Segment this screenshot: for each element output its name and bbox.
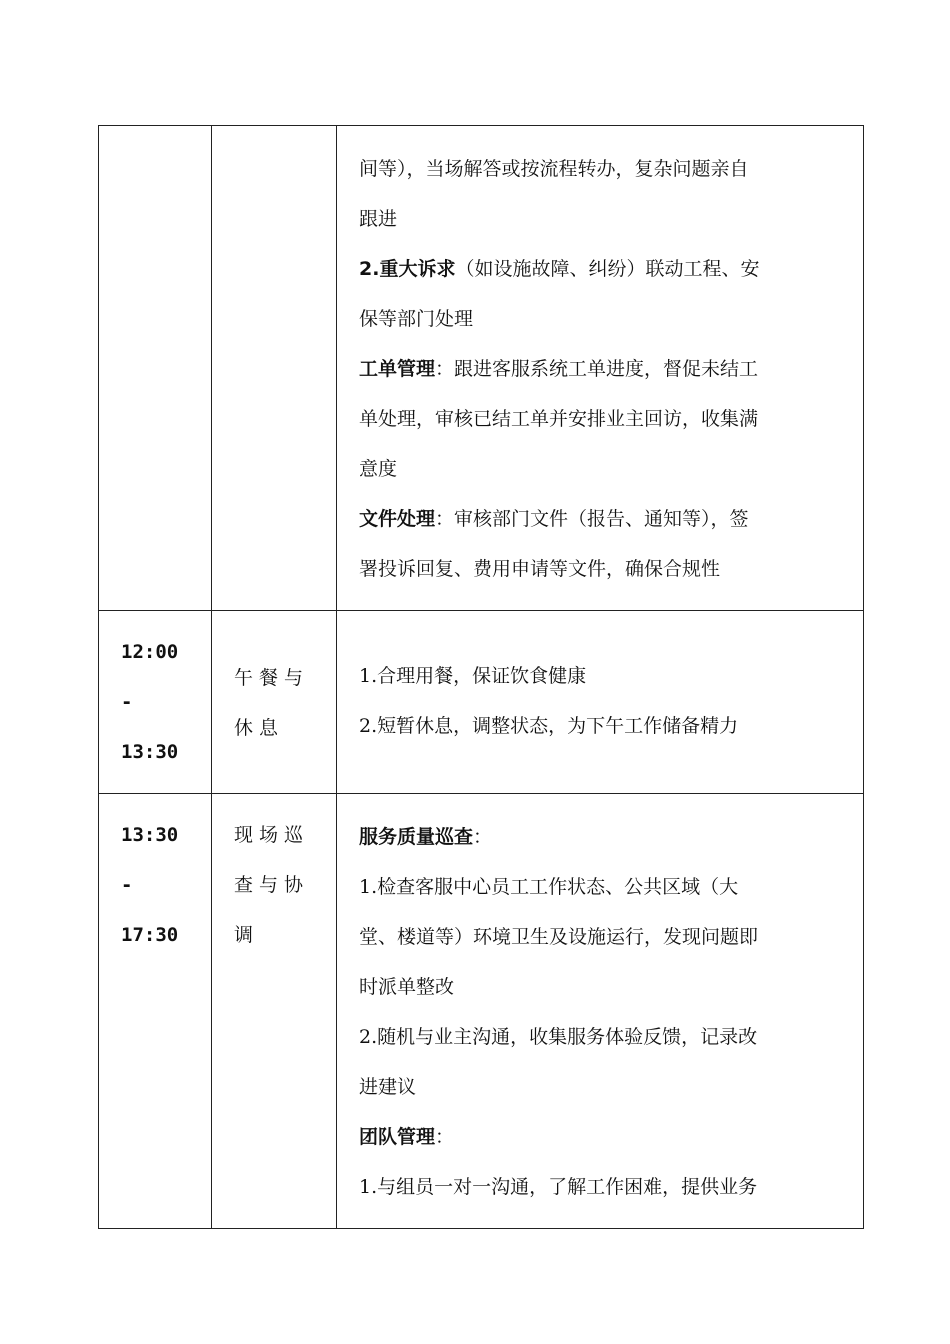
time-text: - — [121, 691, 133, 713]
description-line — [359, 651, 845, 701]
time-cell — [99, 611, 212, 794]
description-line — [359, 1112, 845, 1162]
description-line — [359, 912, 845, 962]
description-line — [359, 544, 845, 594]
description-cell — [337, 126, 864, 611]
description-line — [359, 444, 845, 494]
description-line — [359, 701, 845, 751]
time-cell — [99, 126, 212, 611]
schedule-table — [98, 125, 864, 1229]
description-text: 单处理，审核已结工单并安排业主回访，收集满 — [359, 408, 759, 430]
description-line — [359, 1062, 845, 1112]
description-text: 1.检查客服中心员工工作状态、公共区域（大 — [359, 876, 739, 898]
item-text: 查与协 — [234, 874, 310, 896]
description-text: ：审核部门文件（报告、通知等），签 — [435, 508, 749, 530]
description-line — [359, 812, 845, 862]
description-line — [359, 962, 845, 1012]
description-text: 1.合理用餐，保证饮食健康 — [359, 665, 587, 687]
item-text: 现场巡 — [234, 824, 310, 846]
item-text: 休息 — [234, 717, 285, 739]
item-text: 调 — [234, 924, 260, 946]
description-line — [359, 194, 845, 244]
description-line — [359, 494, 845, 544]
item-cell — [212, 126, 337, 611]
description-cell — [337, 611, 864, 794]
description-text: 跟进 — [359, 208, 398, 230]
description-text: 间等），当场解答或按流程转办，复杂问题亲自 — [359, 158, 749, 180]
description-text: ：跟进客服系统工单进度，督促未结工 — [435, 358, 759, 380]
table-row — [99, 126, 864, 611]
time-text: 13:30 — [121, 824, 179, 846]
time-cell — [99, 794, 212, 1229]
description-text: 2.短暂休息，调整状态，为下午工作储备精力 — [359, 715, 739, 737]
description-line — [359, 144, 845, 194]
description-line — [359, 344, 845, 394]
bold-heading: 2.重大诉求 — [359, 258, 456, 280]
bold-heading: 服务质量巡查 — [359, 826, 474, 848]
item-text: 午餐与 — [234, 667, 310, 689]
bold-heading: 文件处理 — [359, 508, 436, 530]
time-text: 12:00 — [121, 641, 179, 663]
bold-heading: 团队管理 — [359, 1126, 436, 1148]
description-text: 署投诉回复、费用申请等文件，确保合规性 — [359, 558, 721, 580]
description-text: 时派单整改 — [359, 976, 455, 998]
description-text: 1.与组员一对一沟通，了解工作困难，提供业务 — [359, 1176, 758, 1198]
description-text: 堂、楼道等）环境卫生及设施运行，发现问题即 — [359, 926, 759, 948]
description-line — [359, 294, 845, 344]
description-text: （如设施故障、纠纷）联动工程、安 — [455, 258, 760, 280]
description-text: ： — [473, 826, 493, 848]
description-text: 2.随机与业主沟通，收集服务体验反馈，记录改 — [359, 1026, 758, 1048]
description-text: 进建议 — [359, 1076, 417, 1098]
description-line — [359, 394, 845, 444]
description-line — [359, 244, 845, 294]
description-cell — [337, 794, 864, 1229]
time-text: 17:30 — [121, 924, 179, 946]
bold-heading: 工单管理 — [359, 358, 436, 380]
description-line — [359, 1012, 845, 1062]
description-line — [359, 1162, 845, 1212]
table-row — [99, 794, 864, 1229]
description-text: 意度 — [359, 458, 398, 480]
table-row — [99, 611, 864, 794]
description-line — [359, 862, 845, 912]
description-text: 保等部门处理 — [359, 308, 474, 330]
description-text: ： — [435, 1126, 455, 1148]
time-text: 13:30 — [121, 741, 179, 763]
item-cell — [212, 794, 337, 1229]
time-text: - — [121, 874, 133, 896]
item-cell — [212, 611, 337, 794]
